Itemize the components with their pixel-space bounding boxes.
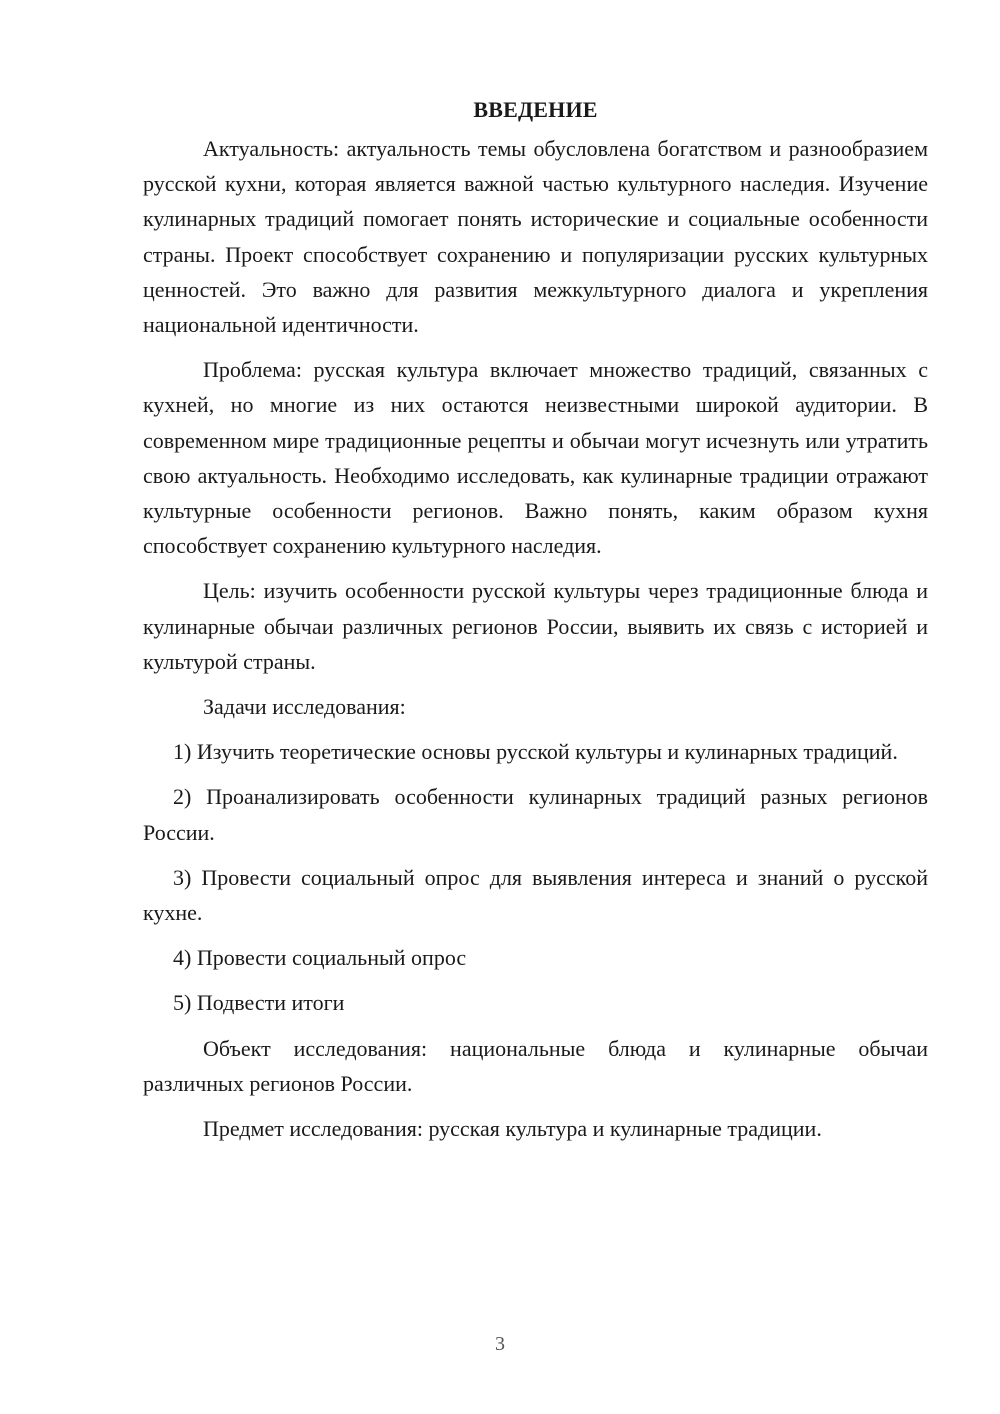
relevance-paragraph: Актуальность: актуальность темы обусловлена богатством и разнообразием русской кухни, которая является важной частью культурного наследия. Изучение кулинарных традиций помогает понять исторические и социальные особенности страны. Проект способствует сохранению и популяризации русских культурных ценностей. Это важно для развития межкультурного диалога и укрепления национальной идентичности.: [143, 136, 928, 338]
task-item-4: 4) Провести социальный опрос: [173, 945, 467, 971]
problem-paragraph: Проблема: русская культура включает множество традиций, связанных с кухней, но многие из них остаются неизвестными широкой аудитории. В современном мире традиционные рецепты и обычаи могут исчезнуть или утратить свою актуальность. Необходимо исследовать, как кулинарные традиции отражают культурные особенности регионов. Важно понять, каким образом кухня способствует сохранению культурного наследия.: [143, 357, 928, 559]
goal-paragraph: Цель: изучить особенности русской культуры через традиционные блюда и кулинарные обычаи различных регионов России, выявить их связь с историей и культурой страны.: [143, 578, 928, 674]
task-item-5: 5) Подвести итоги: [173, 990, 345, 1016]
task-item-3: 3) Провести социальный опрос для выявления интереса и знаний о русской кухне.: [143, 864, 928, 926]
task-item-2: 2) Проанализировать особенности кулинарных традиций разных регионов России.: [143, 784, 928, 845]
tasks-heading: Задачи исследования:: [203, 694, 406, 720]
task-item-1: 1) Изучить теоретические основы русской культуры и кулинарных традиций.: [173, 739, 898, 765]
document-page: [143, 92, 928, 1146]
page-number: 3: [495, 1333, 505, 1355]
research-object-paragraph: Объект исследования: национальные блюда и кулинарные обычаи различных регионов России.: [143, 1035, 928, 1096]
research-subject-paragraph: Предмет исследования: русская культура и кулинарные традиции.: [203, 1116, 822, 1142]
page-title: ВВЕДЕНИЕ: [473, 97, 598, 122]
tasks-list: [143, 734, 928, 1020]
